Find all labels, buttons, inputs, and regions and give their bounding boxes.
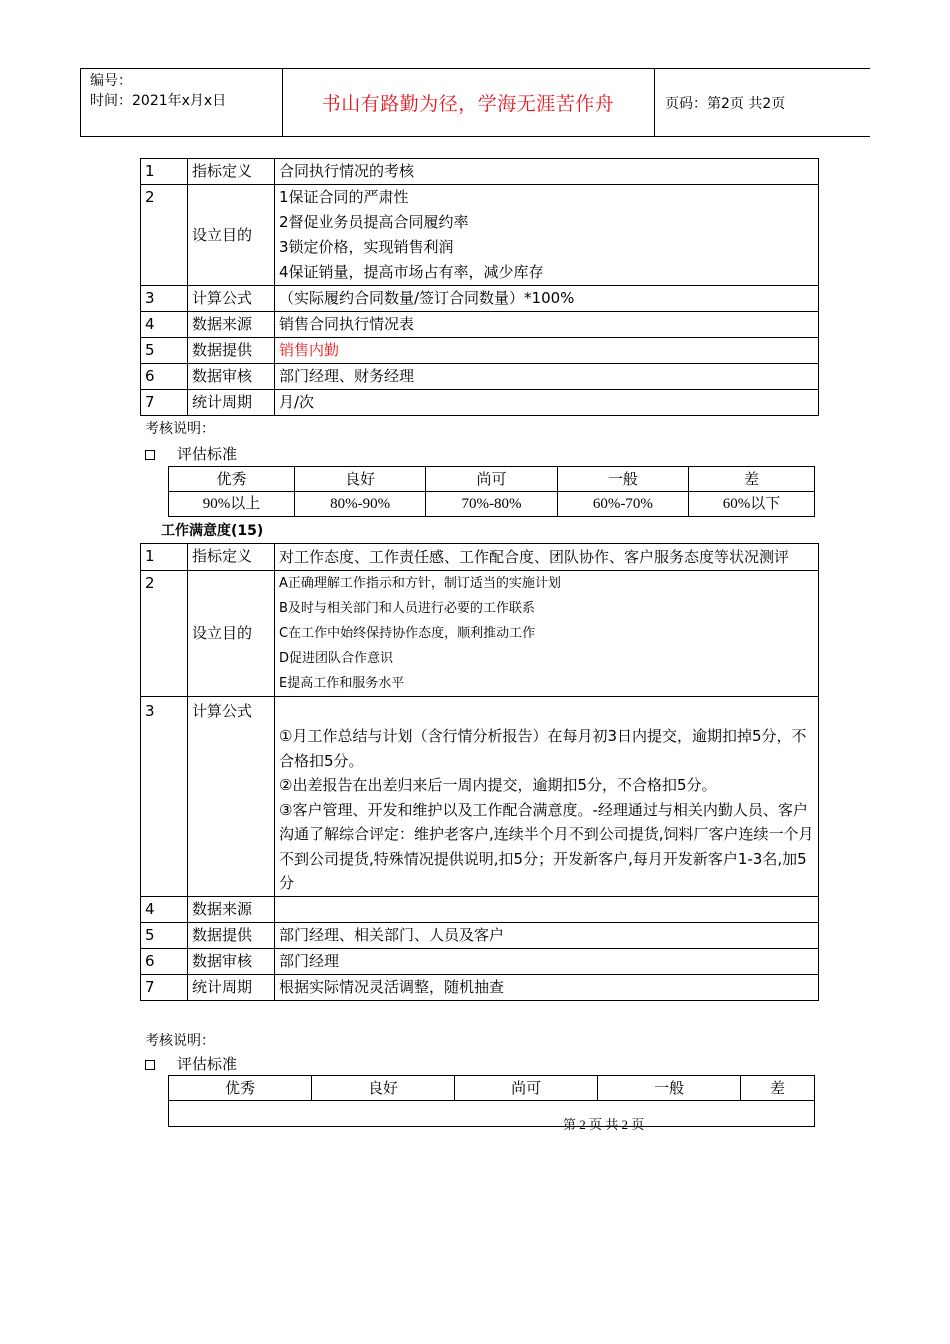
list-item: ②出差报告在出差归来后一周内提交，逾期扣5分，不合格扣5分。 — [279, 776, 717, 794]
table-row — [141, 697, 819, 897]
page-footer: 第 2 页 共 2 页 — [563, 1117, 645, 1132]
evaluation-title — [145, 1053, 237, 1074]
list-item: 1保证合同的严肃性 — [279, 188, 409, 206]
row-value — [275, 185, 819, 286]
row-value: 月/次 — [275, 390, 819, 416]
grade-header: 尚可 — [426, 467, 557, 492]
grade-value-empty — [169, 1101, 815, 1127]
checkbox-icon — [145, 450, 155, 460]
page-header — [80, 68, 870, 137]
row-value: 对工作态度、工作责任感、工作配合度、团队协作、客户服务态度等状况测评 — [275, 544, 819, 571]
table-row — [169, 492, 815, 517]
grade-header: 一般 — [598, 1076, 741, 1101]
table-row — [169, 1076, 815, 1101]
assessment-note: 考核说明： — [145, 421, 215, 437]
list-item: 3锁定价格，实现销售利润 — [279, 238, 454, 256]
row-value: 部门经理 — [275, 948, 819, 974]
row-label: 统计周期 — [188, 390, 275, 416]
grade-value: 60%-70% — [557, 492, 688, 517]
table-row — [141, 390, 819, 416]
list-item: ①月工作总结与计划（含行情分析报告）在每月初3日内提交，逾期扣掉5分，不合格扣5分。 — [279, 727, 807, 770]
row-value: 根据实际情况灵活调整，随机抽查 — [275, 974, 819, 1000]
list-item: 4保证销量，提高市场占有率，减少库存 — [279, 263, 544, 281]
row-label: 设立目的 — [188, 571, 275, 697]
row-number: 2 — [141, 185, 188, 286]
evaluation-title-text: 评估标准 — [177, 445, 238, 463]
evaluation-table — [168, 1075, 815, 1127]
grade-header: 差 — [689, 467, 815, 492]
row-value — [275, 697, 819, 897]
table-row — [169, 467, 815, 492]
list-item: C在工作中始终保持协作态度，顺利推动工作 — [279, 626, 536, 641]
table-row — [141, 948, 819, 974]
header-page-number: 页码：第2页 共2页 — [665, 96, 786, 112]
table-row — [141, 286, 819, 312]
table-row — [141, 364, 819, 390]
table-row — [141, 896, 819, 922]
list-item: E提高工作和服务水平 — [279, 676, 405, 691]
kpi-table-satisfaction — [140, 543, 819, 1001]
row-label: 数据提供 — [188, 922, 275, 948]
row-number: 3 — [141, 286, 188, 312]
row-number: 6 — [141, 948, 188, 974]
table-row — [141, 571, 819, 697]
evaluation-title-text: 评估标准 — [177, 1055, 238, 1073]
row-value: 部门经理、财务经理 — [275, 364, 819, 390]
row-number: 7 — [141, 974, 188, 1000]
grade-header: 良好 — [312, 1076, 455, 1101]
row-label: 数据审核 — [188, 948, 275, 974]
grade-header: 优秀 — [169, 1076, 312, 1101]
grade-header: 尚可 — [455, 1076, 598, 1101]
row-label: 数据来源 — [188, 312, 275, 338]
table-row — [141, 974, 819, 1000]
row-number: 1 — [141, 159, 188, 185]
table-row — [169, 1101, 815, 1127]
table-row — [141, 922, 819, 948]
table-row — [141, 312, 819, 338]
grade-header: 优秀 — [169, 467, 295, 492]
row-value: （实际履约合同数量/签订合同数量）*100% — [275, 286, 819, 312]
grade-header: 差 — [741, 1076, 815, 1101]
grade-header: 良好 — [294, 467, 425, 492]
row-label: 指标定义 — [188, 544, 275, 571]
grade-value: 70%-80% — [426, 492, 557, 517]
row-label: 计算公式 — [188, 286, 275, 312]
kpi-table-contract — [140, 158, 819, 416]
row-value: 销售合同执行情况表 — [275, 312, 819, 338]
row-label: 数据提供 — [188, 338, 275, 364]
evaluation-table — [168, 466, 815, 517]
row-value — [275, 571, 819, 697]
row-label: 数据审核 — [188, 364, 275, 390]
header-time: 时间：2021年x月x日 — [90, 93, 227, 109]
row-value: 合同执行情况的考核 — [275, 159, 819, 185]
list-item: A正确理解工作指示和方针，制订适当的实施计划 — [279, 576, 561, 591]
evaluation-title — [145, 443, 237, 464]
header-motto: 书山有路勤为径，学海无涯苦作舟 — [321, 93, 615, 115]
grade-value: 80%-90% — [294, 492, 425, 517]
row-value: 销售内勤 — [275, 338, 819, 364]
row-number: 4 — [141, 312, 188, 338]
row-number: 3 — [141, 697, 188, 897]
list-item: B及时与相关部门和人员进行必要的工作联系 — [279, 601, 535, 616]
row-label: 数据来源 — [188, 896, 275, 922]
list-item: ③客户管理、开发和维护以及工作配合满意度。-经理通过与相关内勤人员、客户沟通了解综合评定：维护老客户,连续半个月不到公司提货,饲料厂客户连续一个月不到公司提货,特殊情况提供说明,扣5分；开发新客户,每月开发新客户1-3名,加5分 — [279, 800, 814, 892]
table-row — [141, 159, 819, 185]
assessment-note: 考核说明： — [145, 1033, 215, 1049]
row-number: 2 — [141, 571, 188, 697]
row-label: 指标定义 — [188, 159, 275, 185]
table-row — [141, 338, 819, 364]
grade-value: 90%以上 — [169, 492, 295, 517]
row-number: 1 — [141, 544, 188, 571]
checkbox-icon — [145, 1060, 155, 1070]
row-number: 4 — [141, 896, 188, 922]
section-title: 工作满意度(15) — [161, 523, 264, 539]
header-number: 编号： — [90, 73, 132, 89]
table-row — [141, 544, 819, 571]
list-item: 2督促业务员提高合同履约率 — [279, 213, 469, 231]
row-number: 5 — [141, 922, 188, 948]
row-number: 6 — [141, 364, 188, 390]
row-value: 部门经理、相关部门、人员及客户 — [275, 922, 819, 948]
row-label: 计算公式 — [188, 697, 275, 897]
row-label: 设立目的 — [188, 185, 275, 286]
header-divider — [80, 69, 81, 136]
row-label: 统计周期 — [188, 974, 275, 1000]
row-number: 5 — [141, 338, 188, 364]
list-item: D促进团队合作意识 — [279, 651, 394, 666]
header-meta — [90, 71, 226, 111]
grade-header: 一般 — [557, 467, 688, 492]
table-row — [141, 185, 819, 286]
row-value — [275, 896, 819, 922]
row-number: 7 — [141, 390, 188, 416]
header-divider — [654, 69, 655, 136]
grade-value: 60%以下 — [689, 492, 815, 517]
